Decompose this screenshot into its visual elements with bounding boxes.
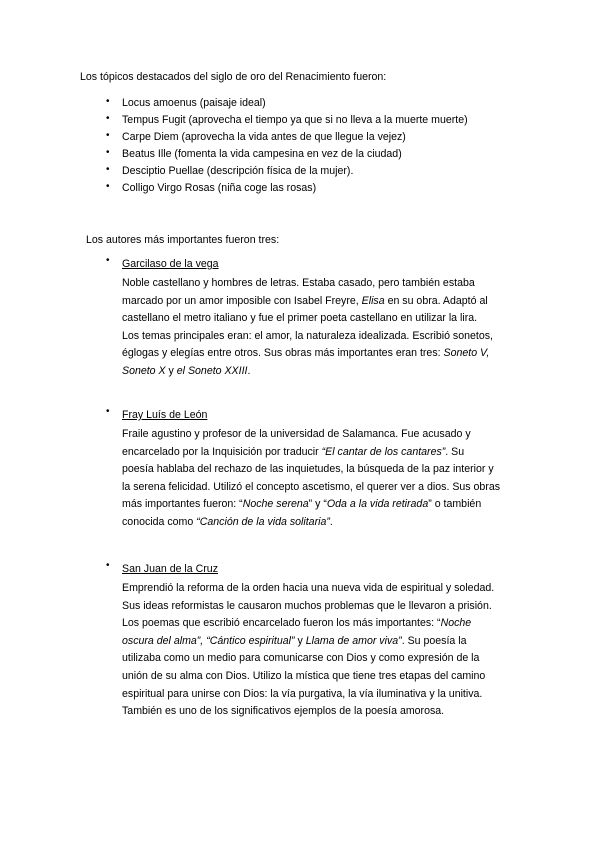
description-line: espiritual para unirse con Dios: la vía purgativa, la vía iluminativa y la unitiva. [122,687,483,700]
description-line: más importantes fueron: “Noche serena” y “Oda a la vida retirada” o también [122,498,482,511]
author-name: San Juan de la Cruz [122,563,218,575]
topic-text: Tempus Fugit (aprovecha el tiempo ya que si no lleva a la muerte muerte) [122,114,468,126]
description-line: utilizaba como un medio para comunicarse con Dios y como expresión de la [122,652,480,665]
list-item [106,164,468,181]
description-line: castellano el metro italiano y fue el primer poeta castellano en utilizar la lira. [122,312,478,325]
bullet-icon: • [106,147,110,158]
topics-list [106,96,468,198]
topic-text: Desciptio Puellae (descripción física de la mujer). [122,165,354,177]
list-item [106,147,468,164]
topic-text: Colligo Virgo Rosas (niña coge las rosas) [122,182,317,194]
description-line: Noble castellano y hombres de letras. Estaba casado, pero también estaba [122,277,475,289]
topic-text: Carpe Diem (aprovecha la vida antes de que llegue la vejez) [122,131,406,143]
bullet-icon: • [106,96,110,107]
description-line: la serena felicidad. Utilizó el concepto ascetismo, el querer ver a dios. Sus obras [122,480,501,493]
list-item [106,181,468,198]
description-line: conocida como “Canción de la vida solitaria”. [122,515,333,528]
list-item [106,130,468,147]
description-line: Sus ideas reformistas le causaron muchos problemas que le llevaron a prisión. [122,599,492,612]
authors-intro: Los autores más importantes fueron tres: [86,234,280,246]
description-line: poesía hablaba del rechazo de las inquietudes, la búsqueda de la paz interior y [122,463,494,476]
bullet-icon: • [106,164,110,175]
author-name: Fray Luís de León [122,409,208,421]
description-line: Soneto X y el Soneto XXIII. [122,364,251,377]
description-line: églogas y elegías entre otros. Sus obras más importantes eran tres: Soneto V, [122,347,490,360]
author-description [122,580,522,721]
bullet-icon: • [106,560,110,571]
author-description [122,426,522,532]
list-item [106,113,468,130]
description-line: También es uno de los significativos ejemplos de la poesía amorosa. [122,705,445,718]
author-name: Garcilaso de la vega [122,258,219,270]
topic-text: Beatus Ille (fomenta la vida campesina en vez de la ciudad) [122,148,402,160]
author-description [122,275,522,381]
description-line: Emprendió la reforma de la orden hacia una nueva vida de espiritual y soledad. [122,582,495,594]
description-line: Los temas principales eran: el amor, la naturaleza idealizada. Escribió sonetos, [122,329,493,342]
description-line: Los poemas que escribió encarcelado fueron los más importantes: “Noche [122,617,472,630]
list-item [106,96,468,113]
description-line: oscura del alma”, “Cántico espiritual” y Llama de amor viva”. Su poesía la [122,634,467,647]
description-line: Fraile agustino y profesor de la universidad de Salamanca. Fue acusado y [122,428,471,440]
description-line: unión de su alma con Dios. Utilizo la mística que tiene tres etapas del camino [122,669,486,682]
topic-text: Locus amoenus (paisaje ideal) [122,97,266,109]
topics-intro: Los tópicos destacados del siglo de oro del Renacimiento fueron: [80,71,387,83]
bullet-icon: • [106,130,110,141]
bullet-icon: • [106,181,110,192]
bullet-icon: • [106,255,110,266]
bullet-icon: • [106,406,110,417]
bullet-icon: • [106,113,110,124]
description-line: encarcelado por la Inquisición por traducir “El cantar de los cantares”. Su [122,445,465,458]
description-line: marcado por un amor imposible con Isabel Freyre, Elisa en su obra. Adaptó al [122,294,488,307]
